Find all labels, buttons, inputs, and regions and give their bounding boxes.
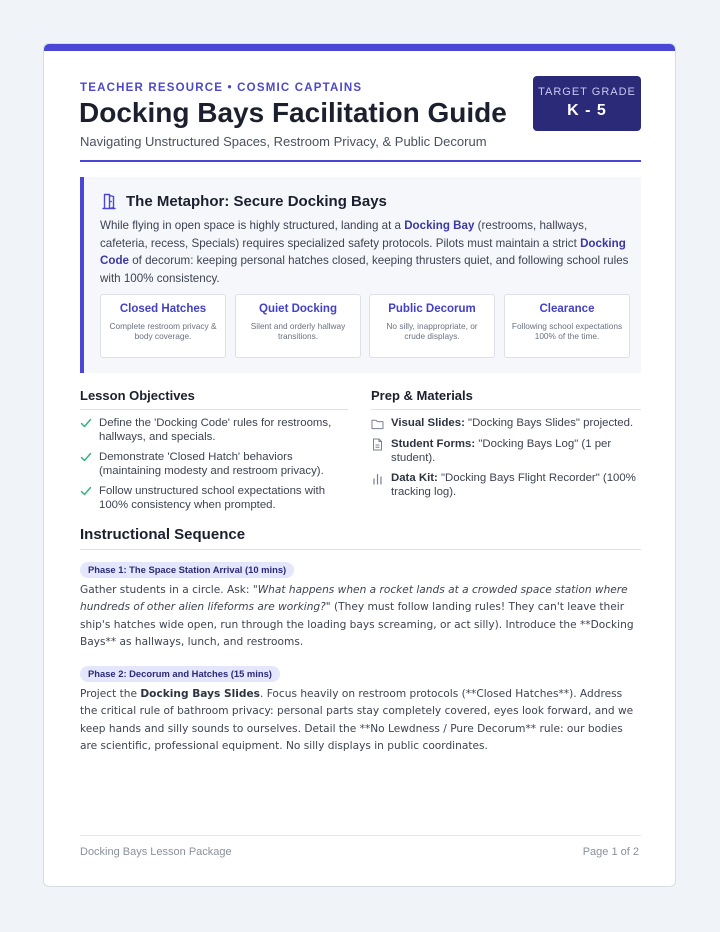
phase-2-body [80, 686, 641, 755]
objective-text: Define the 'Docking Code' rules for restrooms, hallways, and specials. [99, 417, 332, 443]
prep-label: Data Kit: [391, 472, 438, 484]
objective-text: Follow unstructured school expectations with 100% consistency when prompted. [99, 485, 326, 511]
pillar-desc: Following school expectations 100% of the time. [511, 321, 623, 341]
footer-page-number: Page 1 of 2 [582, 846, 639, 858]
phase-1-label: Phase 1: The Space Station Arrival (10 mins) [80, 562, 294, 578]
phase-2-label: Phase 2: Decorum and Hatches (15 mins) [80, 666, 280, 682]
prep-label: Student Forms: [391, 438, 476, 450]
prep-desc: "Docking Bays Log" (1 per student). [391, 438, 612, 464]
objective-text: Demonstrate 'Closed Hatch' behaviors (maintaining modesty and restroom privacy). [99, 451, 324, 477]
phase-text: Gather students in a circle. Ask: [80, 584, 253, 596]
pillar-desc: No silly, inappropriate, or crude displays. [386, 321, 478, 341]
accent-bar [44, 44, 675, 51]
prep-heading: Prep & Materials [371, 388, 473, 403]
pillar-card-quiet-docking [235, 294, 361, 358]
metaphor-text: of decorum: keeping personal hatches closed, keeping thrusters quiet, and following school rules with 100% consistency. [100, 254, 629, 285]
prep-text [391, 437, 643, 465]
phase-1-body [80, 582, 641, 651]
target-grade-badge [533, 76, 641, 131]
footer-divider [80, 835, 641, 836]
metaphor-body [100, 217, 630, 287]
prep-divider [371, 409, 641, 410]
pillar-title: Closed Hatches [119, 303, 207, 315]
pillar-desc: Silent and orderly hallway transitions. [250, 321, 346, 341]
prep-text [391, 471, 643, 499]
prep-item-data-kit [371, 471, 643, 499]
objective-item [80, 416, 342, 444]
door-icon [100, 192, 118, 210]
pillar-card-public-decorum [369, 294, 495, 358]
page-subtitle: Navigating Unstructured Spaces, Restroom Privacy, & Public Decorum [80, 134, 487, 149]
highlight-docking-bay: Docking Bay [404, 219, 475, 232]
page-title: Docking Bays Facilitation Guide [79, 97, 507, 128]
sequence-divider [80, 549, 641, 550]
sequence-heading: Instructional Sequence [80, 526, 246, 543]
check-icon [80, 417, 92, 429]
pillar-cards [100, 294, 630, 358]
phase-quote: "What happens when a rocket lands at a crowded space station where hundreds of other alien lifeforms are working?" [80, 584, 628, 614]
metaphor-header [100, 192, 387, 210]
phase-text: (They must follow landing rules! They can't leave their ship's hatches wide open, run through the loading bays screaming, or act silly). Introduce the **Docking Bays** as hallways, lunch, and restrooms. [80, 601, 634, 648]
pillar-title: Clearance [539, 303, 595, 315]
pillar-card-closed-hatches [100, 294, 226, 358]
check-icon [80, 451, 92, 463]
highlight-docking-code: Docking Code [100, 236, 626, 267]
prep-label: Visual Slides: [391, 417, 465, 429]
prep-desc: "Docking Bays Slides" projected. [464, 417, 634, 429]
objective-item [80, 450, 342, 478]
pillar-card-clearance [504, 294, 630, 358]
phase-text: Project the [80, 688, 141, 700]
pillar-title: Quiet Docking [259, 303, 337, 315]
bar-chart-icon [371, 472, 384, 485]
prep-text [391, 416, 643, 430]
phase-bold: Docking Bays Slides [140, 688, 260, 700]
eyebrow-label: TEACHER RESOURCE • COSMIC CAPTAINS [80, 82, 363, 94]
pillar-title: Public Decorum [388, 303, 476, 315]
header-divider [80, 160, 641, 162]
document-icon [371, 438, 384, 451]
footer-package-name: Docking Bays Lesson Package [80, 846, 232, 858]
metaphor-callout [80, 177, 641, 373]
grade-label: TARGET GRADE [538, 86, 636, 98]
lesson-page [43, 43, 676, 887]
metaphor-title: The Metaphor: Secure Docking Bays [126, 192, 387, 210]
check-icon [80, 485, 92, 497]
objective-item [80, 484, 342, 512]
grade-value: K - 5 [567, 102, 607, 119]
metaphor-text: While flying in open space is highly structured, landing at a [100, 219, 405, 232]
folder-icon [371, 417, 384, 430]
prep-desc: "Docking Bays Flight Recorder" (100% tracking log). [391, 472, 636, 498]
objectives-heading: Lesson Objectives [80, 388, 195, 403]
prep-item-forms [371, 437, 643, 465]
objectives-divider [80, 409, 348, 410]
metaphor-text: (restrooms, hallways, cafeteria, recess, Specials) requires specialized safety protocols. Pilots must maintain a strict [100, 219, 588, 250]
pillar-desc: Complete restroom privacy & body coverage. [109, 321, 217, 341]
prep-item-slides [371, 416, 643, 430]
phase-text: . Focus heavily on restroom protocols (**Closed Hatches**). Address the critical rule of bathroom privacy: personal parts stay completely covered, eyes look forward, and we keep hands and silly sounds to ourselves. Detail the **No Lewdness / Pure Decorum** rule: our bodies are scientific, professional equipment. No silly displays in public coordinates. [80, 688, 634, 752]
